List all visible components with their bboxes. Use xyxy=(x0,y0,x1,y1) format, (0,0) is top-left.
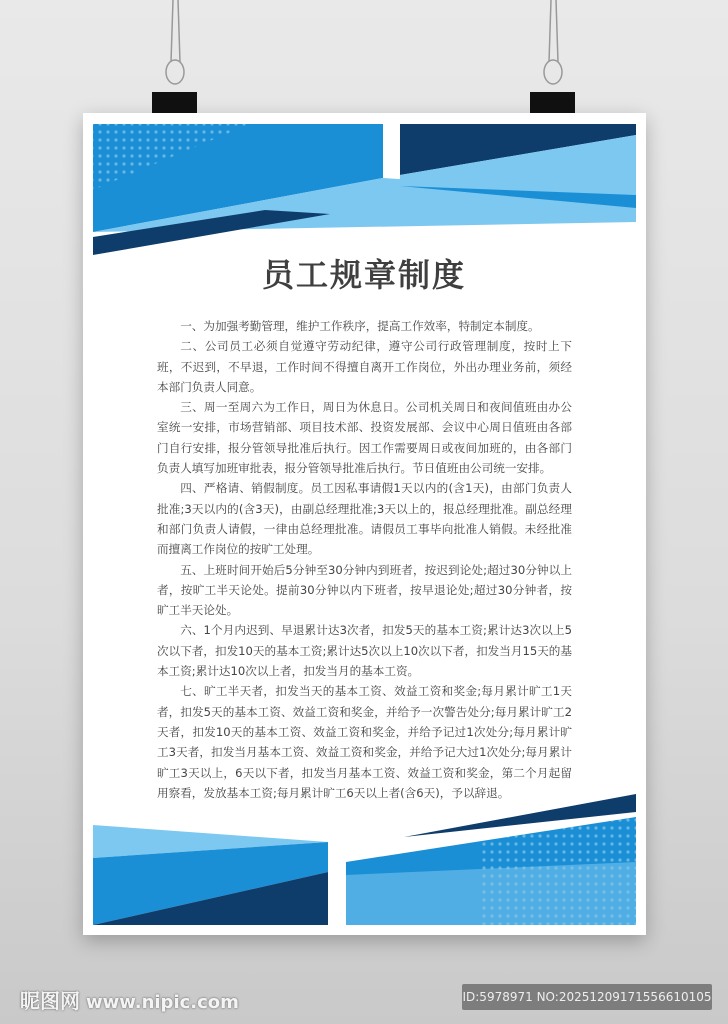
image-id-badge: ID:5978971 NO:20251209171556610105 xyxy=(462,984,712,1010)
paragraph: 一、为加强考勤管理，维护工作秩序，提高工作效率，特制定本制度。 xyxy=(180,319,540,333)
paragraph: 七、旷工半天者，扣发当天的基本工资、效益工资和奖金;每月累计旷工1天者，扣发5天的基本工资、效益工资和奖金，并给予一次警告处分;每月累计旷工2天者，扣发10天的基本工资、效益工资和奖金，并给予记过1次处分;每月累计旷工3天者，扣发当月基本工资、效益工资和奖金，并给予记大过1次处分;每月累计旷工3天以上，6天以下者，扣发当月基本工资、效益工资和奖金，第二个月起留用察看，发放基本工资;每月累计旷工6天以上者(含6天)，予以辞退。 xyxy=(157,684,572,800)
watermark-logo xyxy=(20,985,239,1014)
document-body xyxy=(157,316,572,803)
watermark-logo-text: 昵图网 xyxy=(20,989,80,1013)
watermark-url: www.nipic.com xyxy=(86,992,239,1013)
document-title: 员工规章制度 xyxy=(261,256,466,294)
paragraph: 四、严格请、销假制度。员工因私事请假1天以内的(含1天)，由部门负责人批准;3天以内的(含3天)，由副总经理批准;3天以上的，报总经理批准。副总经理和部门负责人请假，一律由总经理批准。请假员工事毕向批准人销假。未经批准而擅离工作岗位的按旷工处理。 xyxy=(157,481,572,557)
paragraph: 五、上班时间开始后5分钟至30分钟内到班者，按迟到论处;超过30分钟以上者，按旷工半天论处。提前30分钟以内下班者，按早退论处;超过30分钟者，按旷工半天论处。 xyxy=(157,562,572,618)
paragraph: 六、1个月内迟到、早退累计达3次者，扣发5天的基本工资;累计达3次以上5次以下者，扣发10天的基本工资;累计达5次以上10次以下者，扣发当月15天的基本工资;累计达10次以上者，扣发当月的基本工资。 xyxy=(157,623,572,679)
paragraph: 三、周一至周六为工作日，周日为休息日。公司机关周日和夜间值班由办公室统一安排，市场营销部、项目技术部、投资发展部、会议中心周日值班由各部门自行安排，报分管领导批准后执行。因工作需要周日或夜间加班的，由各部门负责人填写加班审批表，报分管领导批准后执行。节日值班由公司统一安排。 xyxy=(157,400,572,476)
paragraph: 二、公司员工必须自觉遵守劳动纪律，遵守公司行政管理制度，按时上下班，不迟到，不早退，工作时间不得擅自离开工作岗位，外出办理业务前，须经本部门负责人同意。 xyxy=(157,339,572,394)
